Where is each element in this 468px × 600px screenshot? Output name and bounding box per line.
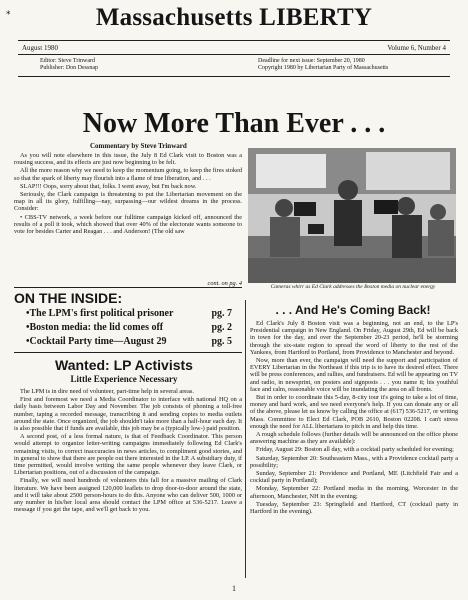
schedule-item: Friday, August 29: Boston all day, with a cocktail party scheduled for evening; bbox=[256, 446, 454, 454]
inside-item-label: • The LPM's first political prisoner bbox=[26, 308, 173, 322]
wanted-headline: Wanted: LP Activists bbox=[55, 357, 193, 373]
wanted-paragraph: Finally, we will need hundreds of volunteers this fall for a massive mailing of Clark literature. We have been assigned 120,000 leaflets to drop door-to-door around the state, and it will take about 2500 person-hours to do this. Anyone who can deliver 500, 1000 or any number in his/her local area should contact the LPM office at 536-5217. Leave a message if you get the tape, and we'll get back to you. bbox=[14, 477, 242, 514]
corner-mark: * bbox=[6, 10, 11, 20]
lead-paragraph: Seriously, the Clark campaign is threatening to put the Libertarian movement on the map in all its glory, fulfilling—nay, surpassing—our wildest dreams in the process. Consider: bbox=[14, 191, 242, 213]
deadline-note: Deadline for next issue: September 20, 1980 bbox=[258, 58, 365, 64]
masthead-rule-top bbox=[18, 40, 450, 41]
coming-paragraph: But in order to coordinate this 5-day, 8-city tour it's going to take a lot of time, money and hard work, and we need everyone's help. If you can donate any or all of the above, please let us know by calling the office at (617) 536-5217, or writing Mass. Committee to Elect Ed Clark, POB 2610, Boston 02208. I can't stress enough the need for ALL libertarians to pitch in and help this time. bbox=[250, 394, 458, 430]
coming-paragraph: Ed Clark's July 8 Boston visit was a beginning, not an end, to the LP's Presidential campaign in New England. On Friday, August 29th, Ed will be back in town for the day, and over the September 20-23 period, he'll be storming through the six-state region to spread the word of liberty to the rest of the Yankees, from Hartford to Portland, from Providence to Manchester and beyond. bbox=[250, 320, 458, 356]
lead-paragraph: SLAP!!! Oops, sorry about that, folks. I went away, but I'm back now. bbox=[20, 182, 197, 190]
coming-paragraph: A rough schedule follows (further details will be announced on the office phone answering machine as they are available): bbox=[250, 431, 458, 446]
schedule-item: Sunday, September 21: Providence and Portland, ME (Litchfield Fair and a cocktail party in Portland); bbox=[250, 470, 458, 485]
issue-date: August 1980 bbox=[22, 44, 58, 52]
lead-byline: Commentary by Steve Trinward bbox=[90, 142, 187, 150]
wanted-paragraph: The LPM is in dire need of volunteer, part-time help in several areas. bbox=[20, 388, 194, 395]
coming-back-headline: . . . And He's Coming Back! bbox=[275, 303, 431, 317]
inside-list bbox=[26, 308, 232, 350]
coming-paragraph: Now, more than ever, the campaign will need the support and participation of EVERY Libertarian in the Northeast if this trip is to have its desired effect. There will be press conferences, and rallies, and fundraisers. Ed will be appearing on TV and radio, in newsprint, on posters and signposts . . . you name it; his youthful face and calm, reasonable voice will be inundating the area on all fronts. bbox=[250, 357, 458, 393]
inside-item-page: pg. 7 bbox=[211, 308, 232, 319]
column-divider bbox=[245, 300, 246, 578]
inside-item-label: • Boston media: the lid comes off bbox=[26, 322, 163, 336]
campaign-photo bbox=[248, 148, 456, 283]
editor-credit: Editor: Steve Trinward bbox=[40, 58, 95, 64]
lead-paragraph: • CBS-TV network, a week before our fulltime campaign kicked off, announced the results of a poll it took, which showed that over 40% of the electorate wants someone to vote for besides Carter and Reagan . . . and Anderson! (The old saw bbox=[14, 213, 242, 236]
inside-item bbox=[26, 336, 232, 350]
copyright-note: Copyright 1980 by Libertarian Party of Massachusetts bbox=[258, 65, 389, 71]
wanted-paragraph: First and foremost we need a Media Coordinator to interface with national HQ on a daily basis between Labor Day and November. The job consists of phoning a toll-free number, taping a recorded message, transcribing it and sending copies to media outlets around the state. Once organized, the job shouldn't take more than a half-hour each day. It is also possible that if funds are available, this job may be a (typically low-) paid position. bbox=[14, 396, 242, 433]
inside-rule-bottom bbox=[14, 352, 242, 353]
inside-item bbox=[26, 308, 232, 322]
continued-note: cont. on pg. 4 bbox=[207, 280, 242, 287]
section-rule bbox=[18, 76, 450, 77]
masthead-rule-bottom bbox=[18, 54, 450, 55]
wanted-article-body bbox=[14, 388, 242, 580]
lead-article-body bbox=[14, 152, 242, 280]
inside-item-label: • Cocktail Party time—August 29 bbox=[26, 336, 166, 350]
inside-item-page: pg. 2 bbox=[211, 322, 232, 333]
lead-headline: Now More Than Ever . . . bbox=[82, 108, 386, 139]
wanted-subheadline: Little Experience Necessary bbox=[70, 374, 178, 384]
inside-item-page: pg. 5 bbox=[211, 336, 232, 347]
photo-caption: Cameras whirr as Ed Clark addresses the Boston media on nuclear energy bbox=[270, 284, 436, 290]
inside-title: ON THE INSIDE: bbox=[14, 290, 123, 306]
press-conference-image bbox=[248, 148, 456, 283]
inside-item bbox=[26, 322, 232, 336]
masthead-title: Massachusetts LIBERTY bbox=[95, 4, 373, 31]
inside-rule-top bbox=[14, 287, 242, 288]
publisher-credit: Publisher: Don Dessnap bbox=[40, 65, 98, 71]
wanted-paragraph: A second post, of a less formal nature, is that of Feedback Coordinator. This person would attempt to organize letter-writing campaigns immediately following Ed Clark's remaining visits, to correct inaccuracies in news articles, to compliment good stories, and in general to show that there are people out there interested in the LP. A subsidiary duty, if time permitted, would involve writing the same people whenever they leave Clark, or Libertarian positions, out of a discussion of the campaign. bbox=[14, 433, 242, 477]
staff-box bbox=[40, 58, 98, 72]
schedule-item: Tuesday, September 23: Springfield and Hartford, CT (cocktail party in Hartford in the evening). bbox=[250, 500, 458, 516]
schedule-item: Monday, September 22: Portland media in the morning, Worcester in the afternoon, Manchester, NH in the evening; bbox=[250, 485, 458, 500]
coming-back-article-body bbox=[250, 320, 458, 582]
page-number: 1 bbox=[232, 584, 236, 593]
issue-volume: Volume 6, Number 4 bbox=[387, 44, 446, 52]
publication-info bbox=[258, 58, 388, 72]
lead-paragraph: All the more reason why we need to keep the momentum going, to keep the fires stoked so that the spark of liberty may flourish into a flame of true liberation, and . . . bbox=[14, 167, 242, 182]
lead-paragraph: As you will note elsewhere in this issue, the July 8 Ed Clark visit to Boston was a rousing success, and its effects are just now beginning to be felt. bbox=[14, 152, 242, 167]
schedule-item: Saturday, September 20: Southeastern Mass., with a Providence cocktail party a possibility; bbox=[250, 454, 458, 469]
